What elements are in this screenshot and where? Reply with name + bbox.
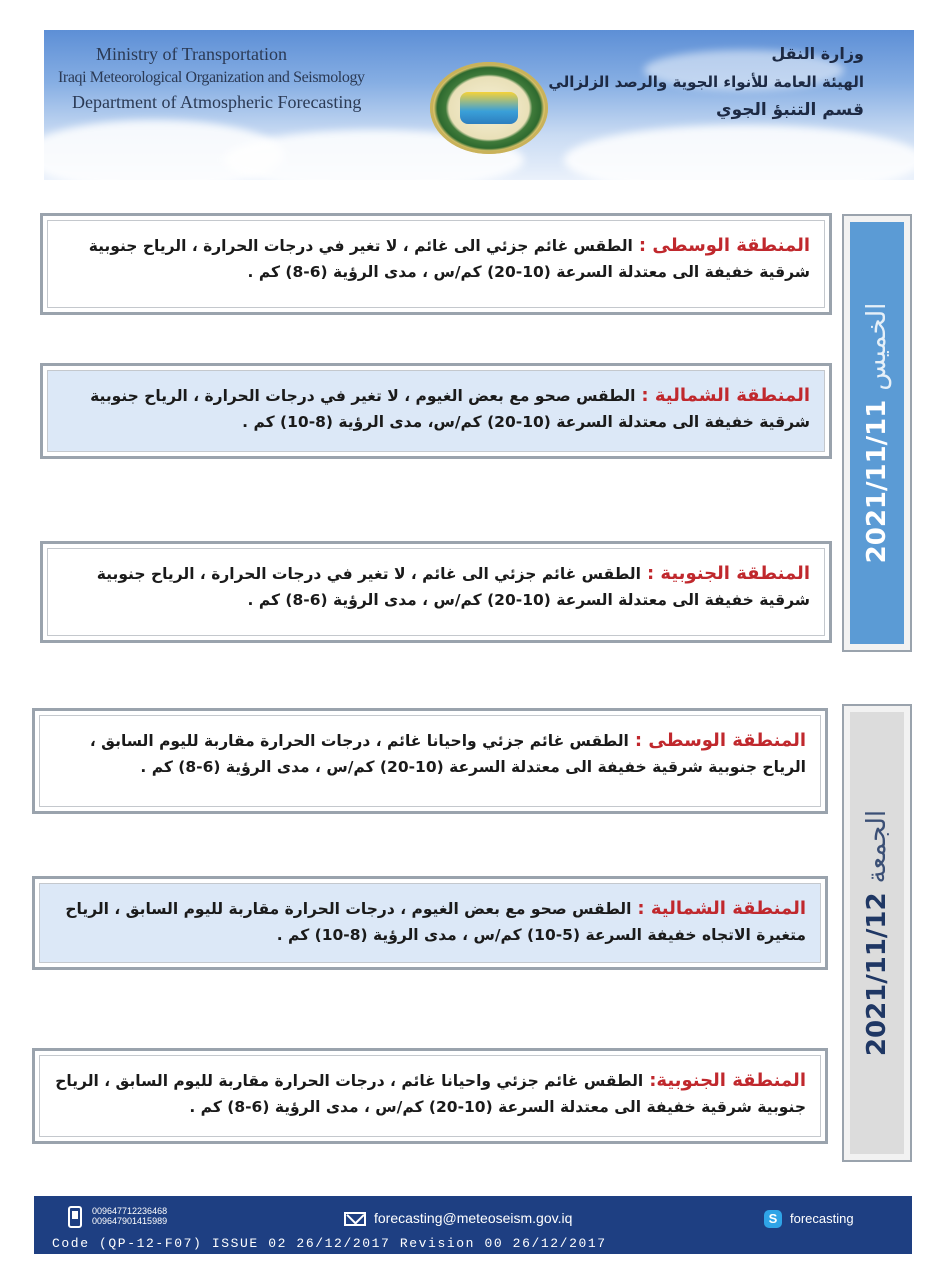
english-header [58, 42, 365, 114]
region-name: المنطقة الوسطى : [634, 730, 806, 751]
ministry-name-ar: وزارة النقل [771, 44, 864, 63]
forecast-box-southern-day2 [32, 1048, 828, 1144]
forecast-box-northern-day2 [32, 876, 828, 970]
region-name: المنطقة الوسطى : [638, 235, 810, 256]
day-tab-friday [842, 704, 912, 1162]
region-forecast: الطقس صحو مع بعض الغيوم ، لا تغير في درجات الحرارة ، الرياح جنوبية شرقية خفيفة الى معتدلة السرعة (10-20) كم/س، مدى الرؤية (8-10) كم . [90, 387, 810, 431]
email-link[interactable]: forecasting@meteoseism.gov.iq [374, 1210, 573, 1226]
skype-handle[interactable]: forecasting [790, 1211, 854, 1226]
day-tab-thursday [842, 214, 912, 652]
region-forecast: الطقس غائم جزئي واحيانا غائم ، درجات الحرارة مقاربة لليوم السابق ، الرياح جنوبية شرقية خفيفة الى معتدلة السرعة (10-20) كم/س ، مدى الرؤية (6-8) كم . [55, 1072, 806, 1116]
mail-icon [344, 1212, 366, 1226]
forecast-box-central-day2 [32, 708, 828, 814]
phone-number-2: 009647901415989 [92, 1216, 168, 1226]
day-date: 2021/11/12 [862, 892, 892, 1057]
region-forecast: الطقس غائم جزئي واحيانا غائم ، درجات الحرارة مقاربة لليوم السابق ، الرياح جنوبية شرقية خفيفة الى معتدلة السرعة (10-20) كم/س ، مدى الرؤية (6-8) كم . [89, 732, 806, 776]
day-label [862, 303, 892, 564]
document-code-line: Code (QP-12-F07) ISSUE 02 26/12/2017 Revision 00 26/12/2017 [52, 1236, 607, 1251]
header-banner [44, 30, 914, 180]
region-name: المنطقة الشمالية : [637, 898, 806, 919]
region-forecast: الطقس صحو مع بعض الغيوم ، درجات الحرارة مقاربة لليوم السابق ، الرياح متغيرة الاتجاه خفيفة السرعة (5-10) كم/س ، مدى الرؤية (8-10) كم . [65, 900, 806, 944]
skype-icon: S [764, 1210, 782, 1228]
region-name: المنطقة الجنوبية : [646, 563, 810, 584]
forecast-text [47, 220, 825, 308]
phone-icon [68, 1206, 82, 1228]
forecast-text [39, 883, 821, 963]
ministry-name-en: Ministry of Transportation [96, 44, 288, 64]
footer-bar [34, 1196, 912, 1254]
phone-number-1: 009647712236468 [92, 1206, 168, 1216]
forecast-text [39, 715, 821, 807]
region-name: المنطقة الشمالية : [641, 385, 810, 406]
department-name-en: Department of Atmospheric Forecasting [72, 92, 362, 112]
day-date: 2021/11/11 [862, 399, 892, 564]
forecast-text [47, 370, 825, 452]
cloud-shape [564, 125, 914, 180]
day-weekday: الجمعة [862, 809, 892, 884]
region-forecast: الطقس غائم جزئي الى غائم ، لا تغير في درجات الحرارة ، الرياح جنوبية شرقية خفيفة الى معتدلة السرعة (10-20) كم/س ، مدى الرؤية (6-8) كم . [96, 565, 810, 609]
organization-name-en: Iraqi Meteorological Organization and Seismology [58, 69, 365, 86]
department-name-ar: قسم التنبؤ الجوي [716, 100, 864, 120]
forecast-box-northern-day1 [40, 363, 832, 459]
logo-emblem [460, 92, 518, 124]
organization-logo [430, 62, 548, 154]
forecast-box-central-day1 [40, 213, 832, 315]
phone-numbers [92, 1206, 167, 1226]
region-forecast: الطقس غائم جزئي الى غائم ، لا تغير في درجات الحرارة ، الرياح جنوبية شرقية خفيفة الى معتدلة السرعة (10-20) كم/س ، مدى الرؤية (6-8) كم . [88, 237, 810, 281]
organization-name-ar: الهيئة العامة للأنواء الجوية والرصد الزلزالي [548, 73, 864, 91]
day-label [862, 810, 892, 1056]
region-name: المنطقة الجنوبية: [649, 1070, 806, 1091]
arabic-header [548, 40, 864, 124]
forecast-text [47, 548, 825, 636]
forecast-box-southern-day1 [40, 541, 832, 643]
forecast-text [39, 1055, 821, 1137]
day-weekday: الخميس [862, 302, 892, 391]
